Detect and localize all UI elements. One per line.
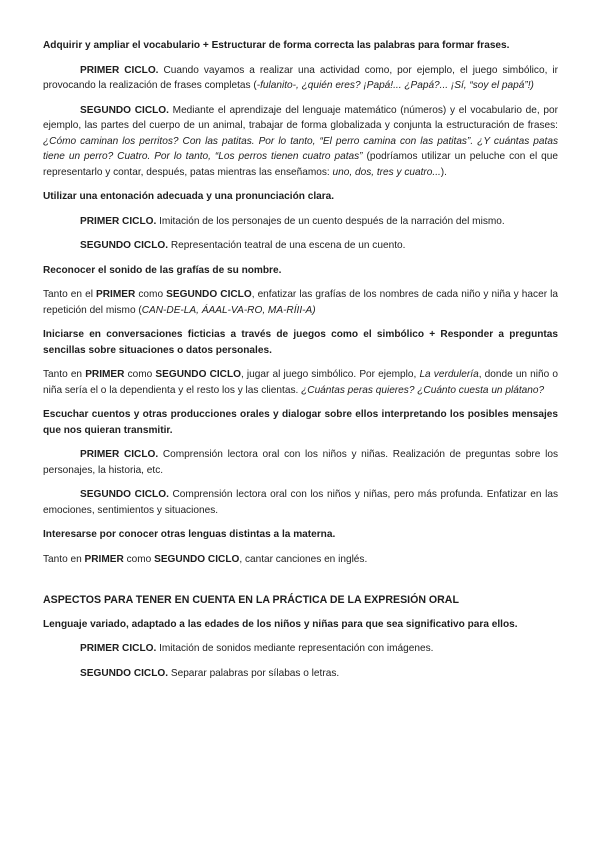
cycle-label: SEGUNDO CICLO. [80, 489, 169, 500]
cycle-paragraph [43, 103, 558, 181]
cycle-label: PRIMER [96, 289, 136, 300]
body-paragraph [43, 552, 558, 568]
cycle-paragraph [43, 666, 558, 682]
text-run: Comprensión lectora oral con los niños y niñas, pero más profunda. Enfatizar en las emociones, sentimientos y situaciones. [43, 489, 558, 516]
text-run: Tanto en el [43, 289, 97, 300]
example-text: ¿Cómo caminan los perritos? Con las patitas. Por lo tanto, “El perro camina con las patitas”. ¿Y cuántas patas tiene un perro? Cuatro. Por lo tanto, “Los perros tienen cuatro patas” [43, 135, 558, 162]
example-text: -fulanito-, ¿quién eres? ¡Papá!... ¿Papá?... ¡Sí, “soy el papá”!) [256, 80, 534, 91]
example-text: ¿Cuántas peras quieres? ¿Cuánto cuesta un plátano? [301, 384, 545, 396]
text-run: Cuando vayamos a realizar una actividad como, por ejemplo, el juego simbólico, ir provocando la realización de frases completas ( [43, 64, 559, 91]
text-run: Comprensión lectora oral con los niños y niñas. Realización de preguntas sobre los personajes, la historia, etc. [43, 449, 559, 476]
cycle-label: PRIMER CICLO. [80, 64, 159, 76]
document-page [43, 38, 558, 690]
cycle-paragraph [43, 447, 558, 478]
text-run: Imitación de los personajes de un cuento después de la narración del mismo. [156, 215, 505, 227]
body-paragraph [43, 287, 558, 318]
cycle-label: SEGUNDO CICLO. [80, 104, 169, 116]
text-run: Representación teatral de una escena de un cuento. [168, 240, 406, 251]
cycle-label: PRIMER [85, 369, 125, 380]
cycle-label: SEGUNDO CICLO [166, 289, 252, 300]
cycle-label: SEGUNDO CICLO [155, 369, 241, 380]
text-run: como [123, 553, 155, 565]
text-run: Mediante el aprendizaje del lenguaje matemático (números) y el vocabulario de, por ejemplo, las partes del cuerpo de un animal, trabajar de forma globalizada y conjunta la estructuración de frases: [43, 104, 558, 131]
text-run: Tanto en [43, 553, 85, 565]
text-run: , jugar al juego simbólico. Por ejemplo, [240, 369, 420, 380]
text-run: como [124, 369, 156, 380]
cycle-label: SEGUNDO CICLO. [80, 240, 169, 251]
cycle-paragraph [43, 214, 558, 230]
cycle-paragraph [43, 641, 558, 657]
text-run: (podríamos utilizar un peluche con el que representarlo y contar, después, patas mientras las enseñamos: [43, 151, 558, 178]
cycle-label: PRIMER CICLO. [80, 643, 157, 654]
cycle-label: SEGUNDO CICLO [154, 553, 240, 565]
paragraph-heading: Utilizar una entonación adecuada y una pronunciación clara. [43, 191, 335, 202]
paragraph-heading: Escuchar cuentos y otras producciones orales y dialogar sobre ellos interpretando los posibles mensajes que nos quieran transmitir. [43, 409, 558, 436]
cycle-paragraph [43, 63, 558, 94]
paragraph-heading: Iniciarse en conversaciones ficticias a través de juegos como el simbólico + Responder a preguntas sencillas sobre situaciones o datos personales. [43, 329, 558, 356]
cycle-label: PRIMER [84, 553, 124, 565]
body-paragraph [43, 367, 558, 398]
cycle-label: PRIMER CICLO. [80, 449, 159, 460]
text-run: , cantar canciones en inglés. [239, 553, 368, 565]
example-text: uno, dos, tres y cuatro... [332, 166, 441, 178]
text-run: , enfatizar las grafías de los nombres de cada niño y niña y hacer la repetición del mismo ( [43, 289, 558, 316]
example-text: CAN-DE-LA, ÁAAL-VA-RO, MA-RÍII-A) [141, 304, 316, 316]
paragraph-heading: Adquirir y ampliar el vocabulario + Estructurar de forma correcta las palabras para formar frases. [43, 40, 510, 51]
paragraph-heading: Reconocer el sonido de las grafías de su nombre. [43, 264, 282, 276]
text-run: Tanto en [43, 369, 86, 380]
cycle-paragraph [43, 238, 558, 254]
text-run: como [135, 289, 167, 300]
text-run: ). [440, 166, 447, 178]
text-run: Separar palabras por sílabas o letras. [168, 667, 340, 679]
text-run: , donde un niño o niña sería el o la dependienta y el resto los y las clientas. [43, 369, 559, 396]
section-title: ASPECTOS PARA TENER EN CUENTA EN LA PRÁCTICA DE LA EXPRESIÓN ORAL [43, 594, 459, 606]
cycle-label: SEGUNDO CICLO. [80, 667, 169, 679]
paragraph-heading: Lenguaje variado, adaptado a las edades de los niños y niñas para que sea significativo para ellos. [43, 618, 518, 630]
example-text: La verdulería [419, 369, 479, 380]
cycle-paragraph [43, 487, 558, 518]
text-run: Imitación de sonidos mediante representación con imágenes. [156, 643, 434, 654]
cycle-label: PRIMER CICLO. [80, 215, 157, 227]
paragraph-heading: Interesarse por conocer otras lenguas distintas a la materna. [43, 529, 336, 540]
